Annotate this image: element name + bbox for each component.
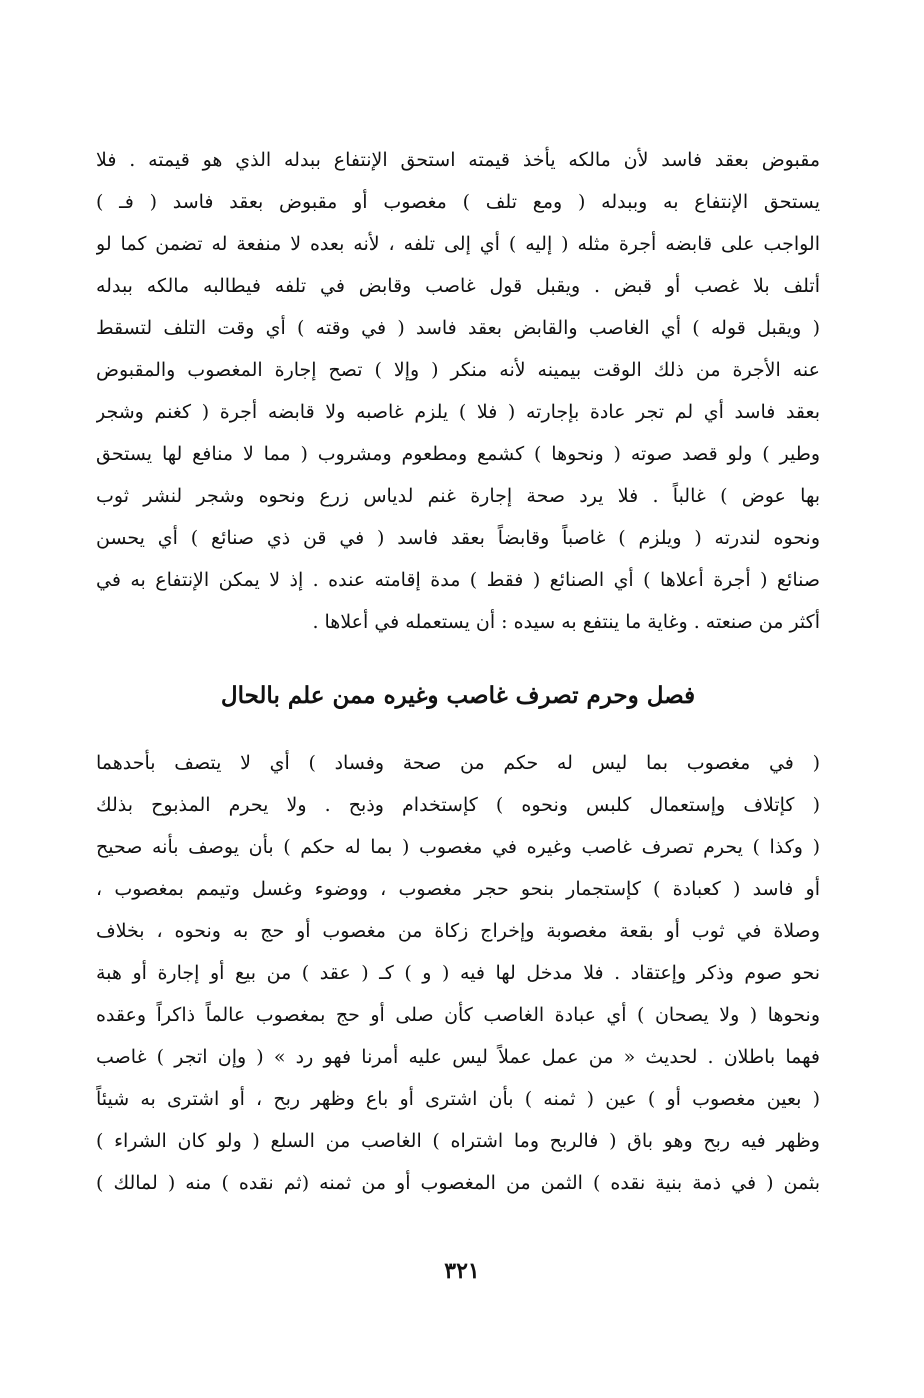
paragraph-1	[96, 139, 820, 643]
section-heading: فصل وحرم تصرف غاصب وغيره ممن علم بالحال	[220, 682, 696, 709]
text-line: عنه الأجرة من ذلك الوقت بيمينه لأنه منكر ( وإلا ) تصح إجارة المغصوب والمقبوض	[96, 359, 820, 381]
text-line: وظهر فيه ربح وهو باق ( فالربح وما اشتراه ) الغاصب من السلع ( ولو كان الشراء )	[96, 1130, 820, 1152]
text-line: نحو صوم وذكر وإعتقاد . فلا مدخل لها فيه ( و ) كـ ( عقد ) من بيع أو إجارة أو هبة	[96, 962, 820, 984]
text-line: وطير ) ولو قصد صوته ( ونحوها ) كشمع ومطعوم ومشروب ( مما لا منافع لها يستحق	[96, 443, 820, 465]
text-line: يستحق الإنتفاع به وببدله ( ومع تلف ) مغصوب أو مقبوض بعقد فاسد ( فـ )	[96, 191, 820, 213]
page-number: ٣٢١	[444, 1258, 480, 1284]
text-line: ونحوها ( ولا يصحان ) أي عبادة الغاصب كأن صلى أو حج بمغصوب عالماً ذاكراً وعقده	[96, 1004, 820, 1026]
text-line: ( بعين مغصوب أو ) عين ( ثمنه ) بأن اشترى أو باع وظهر ربح ، أو اشترى به شيئاً	[96, 1088, 820, 1110]
text-line: ( ويقبل قوله ) أي الغاصب والقابض بعقد فاسد ( في وقته ) أي وقت التلف لتسقط	[96, 317, 820, 339]
text-line: صنائع ( أجرة أعلاها ) أي الصنائع ( فقط ) مدة إقامته عنده . إذ لا يمكن الإنتفاع به في	[96, 569, 820, 591]
text-line: أو فاسد ( كعبادة ) كإستجمار بنحو حجر مغصوب ، ووضوء وغسل وتيمم بمغصوب ،	[96, 878, 820, 900]
text-line: الواجب على قابضه أجرة مثله ( إليه ) أي إلى تلفه ، لأنه بعده لا منفعة له تضمن كما لو	[96, 233, 820, 255]
text-line: بها عوض ) غالباً . فلا يرد صحة إجارة غنم لدياس زرع ونحوه وشجر لنشر ثوب	[96, 485, 820, 507]
text-line: فهما باطلان . لحديث « من عمل عملاً ليس عليه أمرنا فهو رد » ( وإن اتجر ) غاصب	[96, 1046, 820, 1068]
text-line: ( وكذا ) يحرم تصرف غاصب وغيره في مغصوب ( بما له حكم ) بأن يوصف بأنه صحيح	[96, 836, 820, 858]
text-line: مقبوض بعقد فاسد لأن مالكه يأخذ قيمته استحق الإنتفاع ببدله الذي هو قيمته . فلا	[96, 149, 820, 171]
text-line: وصلاة في ثوب أو بقعة مغصوبة وإخراج زكاة من مغصوب أو حج به ونحوه ، بخلاف	[96, 920, 820, 942]
text-line: ونحوه لندرته ( ويلزم ) غاصباً وقابضاً بعقد فاسد ( في قن ذي صنائع ) أي يحسن	[96, 527, 820, 549]
text-line: ( في مغصوب بما ليس له حكم من صحة وفساد ) أي لا يتصف بأحدهما	[96, 752, 820, 774]
paragraph-2	[96, 742, 820, 1204]
text-line: بعقد فاسد أي لم تجر عادة بإجارته ( فلا ) يلزم غاصبه ولا قابضه أجرة ( كغنم وشجر	[96, 401, 820, 423]
text-line: بثمن ( في ذمة بنية نقده ) الثمن من المغصوب أو من ثمنه (ثم نقده ) منه ( لمالك )	[96, 1172, 820, 1194]
text-line: أكثر من صنعته . وغاية ما ينتفع به سيده : أن يستعمله في أعلاها .	[312, 611, 820, 633]
text-line: أتلف بلا غصب أو قبض . ويقبل قول غاصب وقابض في تلفه فيطالبه مالكه ببدله	[96, 275, 820, 297]
text-line: ( كإتلاف وإستعمال كلبس ونحوه ) كإستخدام وذبح . ولا يحرم المذبوح بذلك	[96, 794, 820, 816]
